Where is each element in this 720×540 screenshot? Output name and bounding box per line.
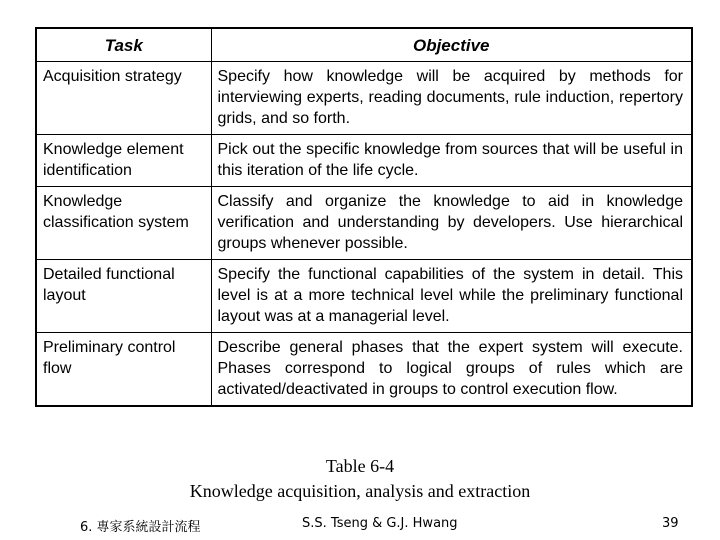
table-header-row	[36, 28, 692, 62]
objective-cell: Pick out the specific knowledge from sources that will be useful in this iteration of the life cycle.	[211, 135, 692, 187]
header-task: Task	[36, 28, 211, 62]
task-cell: Detailed functional layout	[36, 260, 211, 333]
footer-chapter: 6. 專家系統設計流程	[80, 520, 201, 535]
footer-authors: S.S. Tseng & G.J. Hwang	[302, 516, 458, 531]
table-row	[36, 62, 692, 135]
objective-cell: Specify how knowledge will be acquired by methods for interviewing experts, reading documents, rule induction, repertory grids, and so forth.	[211, 62, 692, 135]
knowledge-acquisition-table	[35, 27, 693, 407]
header-objective: Objective	[211, 28, 692, 62]
task-cell: Knowledge element identification	[36, 135, 211, 187]
table-caption-title: Knowledge acquisition, analysis and extraction	[189, 481, 531, 501]
table-row	[36, 260, 692, 333]
table-row	[36, 135, 692, 187]
table-caption-number: Table 6-4	[325, 456, 395, 476]
task-cell: Preliminary control flow	[36, 333, 211, 407]
task-cell: Acquisition strategy	[36, 62, 211, 135]
footer-page-number: 39	[662, 516, 679, 531]
table-row	[36, 333, 692, 407]
table-row	[36, 187, 692, 260]
objective-cell: Specify the functional capabilities of the system in detail. This level is at a more technical level while the preliminary functional layout was at a managerial level.	[211, 260, 692, 333]
objective-cell: Describe general phases that the expert system will execute. Phases correspond to logical groups of rules which are activated/deactivated in groups to control execution flow.	[211, 333, 692, 407]
objective-cell: Classify and organize the knowledge to aid in knowledge verification and understanding by developers. Use hierarchical groups whenever possible.	[211, 187, 692, 260]
task-cell: Knowledge classification system	[36, 187, 211, 260]
